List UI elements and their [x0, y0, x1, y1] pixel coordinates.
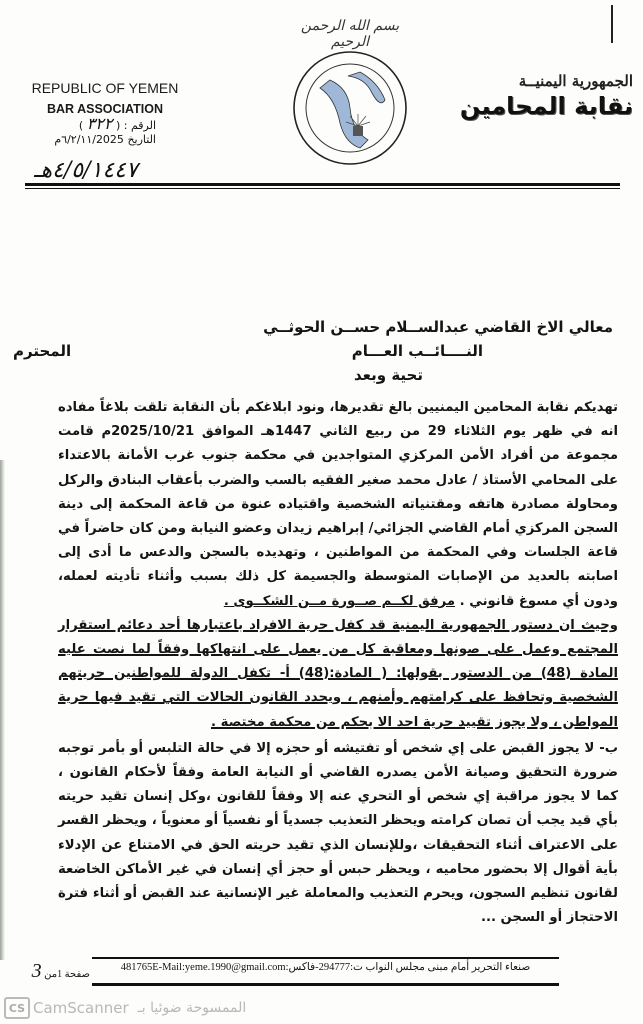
page-label: صفحة 1من — [44, 969, 90, 980]
article-b-paragraph: ب- لا يجوز القبض على إي شخص أو تفتيشه أو حجزه إلا في حالة التلبس أو بأمر توجبه ضرورة التحقيق وصيانة الأمن يصدره القاضي أو النيابة العامة وفقاً لأحكام القانون ، كما لا يجوز مراقبة إي شخص أو التحري عنه إلا وفقاً للقانون ،وكل إنسان تقيد حريته بأي قيد يجب أن تصان كرامته ويحظر التعذيب جسدياً أو نفسياً أو معنوياً ، ويحظر القسر على الاعتراف أثناء التحقيقات ،وللإنسان الذي تقيد حريته الحق في الامتناع عن الإدلاء بأية أقوال إلا بحضور محاميه ، ويحظر حبس أو حجز أي إنسان في غير الأماكن الخاضعة لقانون تنظيم السجون، ويحرم التعذيب والمعاملة غير الإنسانية عند القبض أو أثناء فترة الاحتجاز أو السجن ... — [58, 740, 618, 926]
camscanner-watermark — [4, 996, 246, 1020]
addressee-name: معالي الاخ القاضي عبدالســلام حســن الحوثــي — [263, 318, 613, 336]
footer-divider-top — [92, 957, 559, 959]
camscanner-arabic: الممسوحة ضوئيا بـ — [137, 1000, 247, 1016]
ref-label: الرقم : ( — [115, 119, 156, 132]
margin-mark — [611, 5, 613, 43]
hijri-date-handwritten: ٤/٥/١٤٤٧هـ — [34, 158, 138, 183]
addressee-block — [13, 318, 613, 390]
map-shape — [320, 80, 368, 148]
attachment-note: مرفق لكــم صــورة مــن الشكــوى . — [223, 593, 456, 609]
incident-text: تهديكم نقابة المحامين اليمنيين بالغ تقديرها، ونود ابلاغكم بأن النقابة تلقت بلاغاً مفاده انه في ظهر يوم الثلاثاء 29 من ربيع الثاني 1447هـ الموافق 2025/10/21م قامت مجموعة من أفراد الأمن المركزي المتواجدين في محكمة جنوب غرب الأمانة بالاعتداء على المحامي الأستاذ / عادل محمد صغير الفقيه بالسب والضرب بأعقاب البنادق والركل ومحاولة مصادرة هاتفه ومقتنياته الشخصية واقتياده عنوة من قاعة المحكمة إلى دينة السجن المركزي أمام القاضي الجزائي/ إبراهيم زيدان وعضو النيابة ومن كان حاضراً في قاعة الجلسات وفي المحكمة من المواطنين ، وتهديده بالسجن والدعس ما أدى إلى اصابته بالعديد من الإصابات المتوسطة والجسيمة كل ذلك بسبب وأثناء تأديته لعمله، ودون أي مسوغ قانوني . — [58, 400, 618, 609]
date-value: ٦/٢/١١/2025م — [54, 133, 124, 146]
arabic-country: الجمهورية اليمنيــة — [518, 72, 633, 90]
header-divider — [25, 183, 620, 189]
english-org: BAR ASSOCIATION — [47, 102, 163, 116]
addressee-title: النــــائــب العـــام — [351, 342, 483, 360]
page-number — [30, 960, 90, 983]
camscanner-icon: CS — [4, 997, 30, 1019]
scales-icon — [353, 126, 363, 136]
ref-close: ) — [78, 119, 84, 132]
bar-association-logo — [290, 48, 410, 168]
basmala: بسم الله الرحمن الرحيم — [300, 18, 400, 50]
scan-edge-shadow — [0, 460, 5, 960]
letter-body — [58, 396, 618, 930]
footer-address: صنعاء التحرير أمام مبنى مجلس النواب ت:294777-فاكس:481765E-Mail:yeme.1990@gmail.com — [120, 962, 531, 973]
date-label: التاريخ — [127, 133, 156, 146]
ref-number: ٣٢٢ — [86, 114, 113, 133]
english-letterhead — [30, 80, 180, 116]
arabic-org: نقابة المحامين — [459, 92, 633, 120]
arabic-letterhead — [433, 72, 633, 120]
constitution-paragraph: وحيث ان دستور الجمهورية اليمنية قد كفل حرية الافراد باعتبارها أحد دعائم استقرار المجتمع وعمل على صونها ومعاقبة كل من يعمل على انتهاكها وفقاً لما نصت عليه المادة (48) من الدستور بقولها: ( المادة:(48) أ- تكفل الدولة للمواطنين حريتهم الشخصية وتحافظ على كرامتهم وأمنهم ، ويحدد القانون الحالات التي تقيد فيها حرية المواطن ، ولا يجوز تقييد حرية احد الا بحكم من محكمة مختصة . — [58, 617, 618, 730]
camscanner-brand: CamScanner — [33, 999, 129, 1017]
footer-divider-bottom — [92, 983, 559, 986]
english-country: REPUBLIC OF YEMEN — [31, 80, 179, 96]
greeting: تحية وبعد — [354, 366, 423, 384]
incident-paragraph — [58, 396, 618, 614]
page-total: 3 — [31, 960, 42, 982]
reference-block — [36, 114, 156, 147]
honorific: المحترم — [13, 342, 72, 360]
